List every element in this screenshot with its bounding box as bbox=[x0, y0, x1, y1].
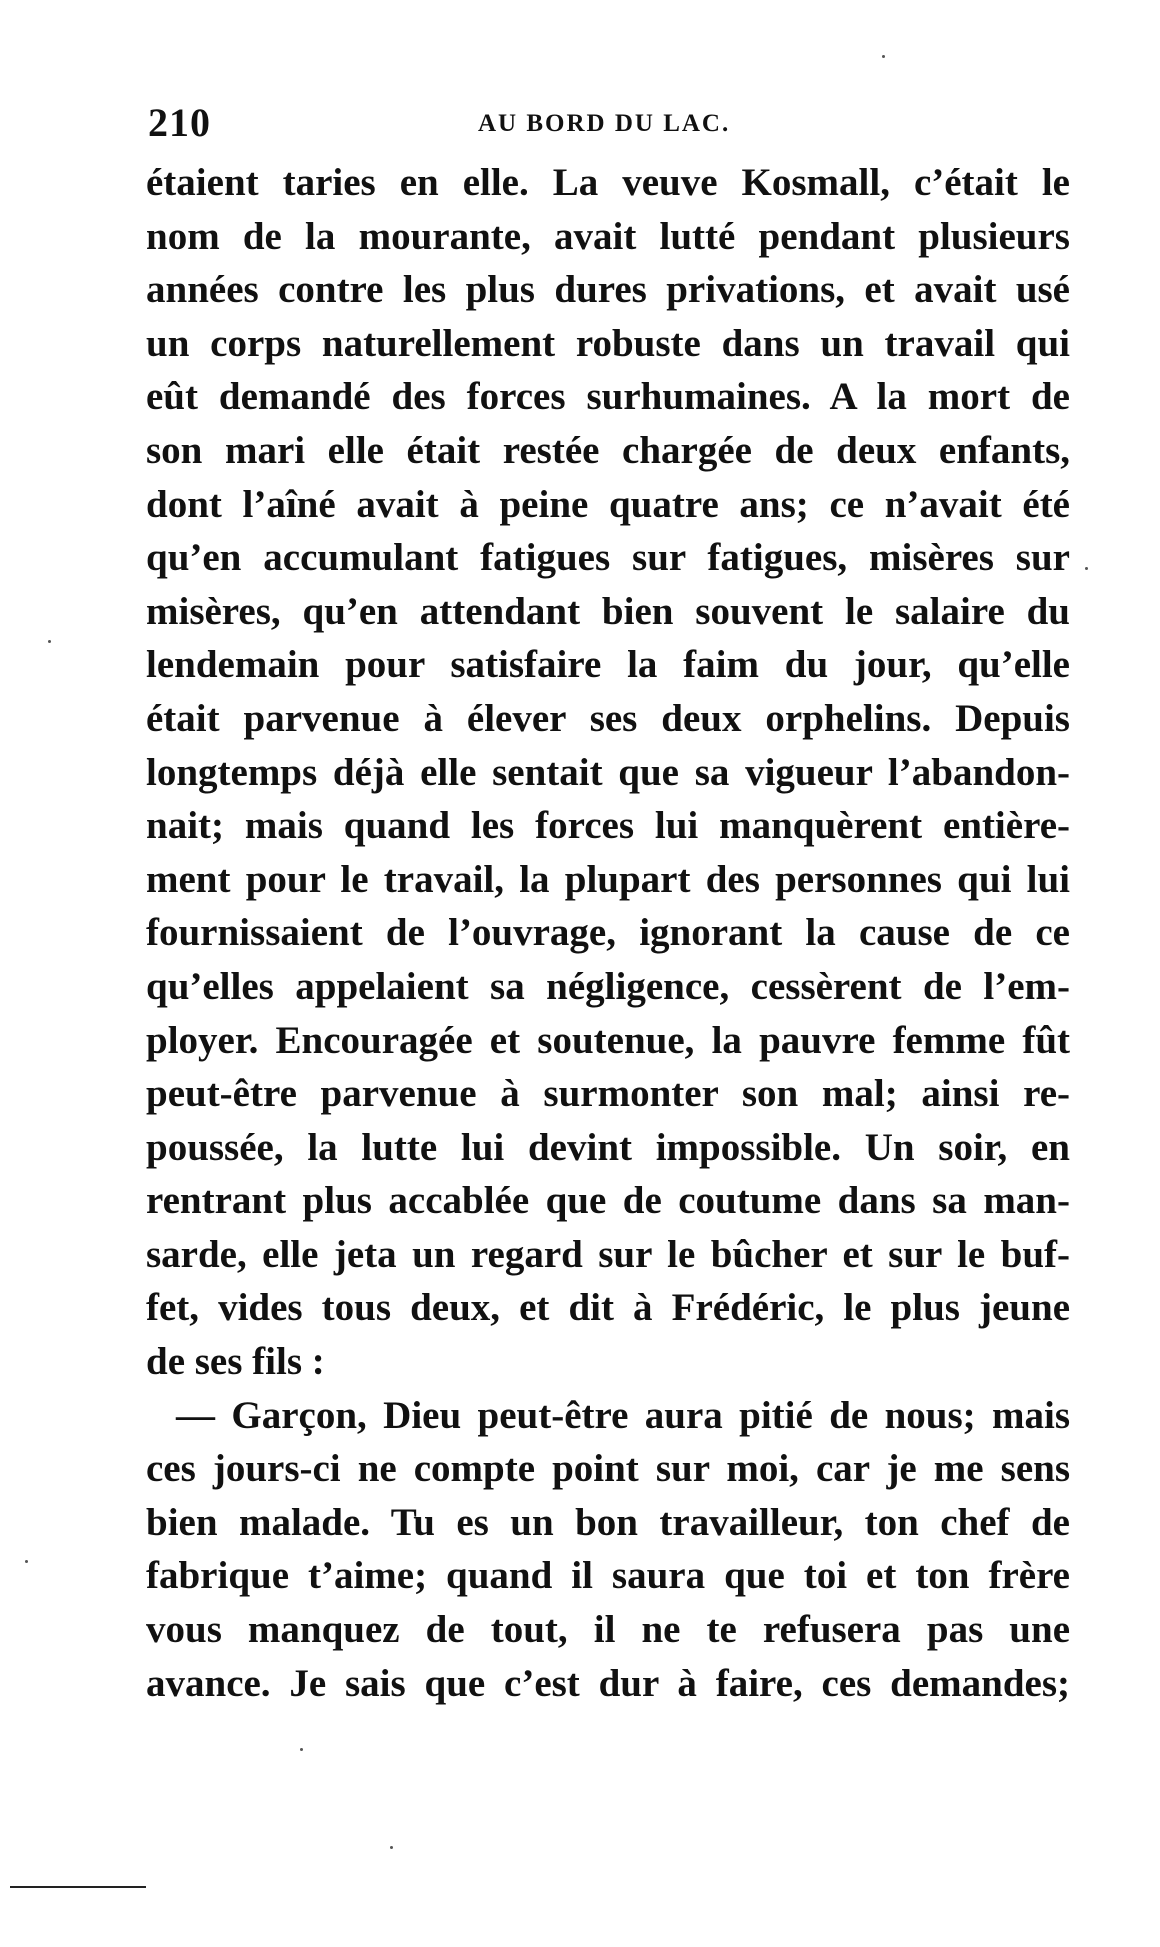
text-line: peut-être parvenue à surmonter son mal; ainsi re- bbox=[146, 1072, 1070, 1116]
print-speck bbox=[882, 55, 885, 58]
text-line: qu’en accumulant fatigues sur fatigues, misères sur bbox=[146, 536, 1070, 580]
text-line: lendemain pour satisfaire la faim du jour, qu’elle bbox=[146, 643, 1070, 687]
page-number: 210 bbox=[148, 100, 211, 145]
text-line: misères, qu’en attendant bien souvent le salaire du bbox=[146, 589, 1070, 633]
text-line: poussée, la lutte lui devint impossible. Un soir, en bbox=[146, 1125, 1070, 1169]
print-speck bbox=[48, 640, 51, 643]
text-line: de ses fils : bbox=[146, 1340, 325, 1384]
text-line: avance. Je sais que c’est dur à faire, ces demandes; bbox=[146, 1661, 1070, 1705]
footer-rule bbox=[10, 1886, 146, 1888]
text-line: fabrique t’aime; quand il saura que toi et ton frère bbox=[146, 1554, 1070, 1598]
text-line: étaient taries en elle. La veuve Kosmall, c’était le bbox=[146, 161, 1070, 204]
text-line: rentrant plus accablée que de coutume dans sa man- bbox=[146, 1179, 1070, 1223]
text-line: années contre les plus dures privations, et avait usé bbox=[146, 268, 1070, 312]
text-line: qu’elles appelaient sa négligence, cessèrent de l’em- bbox=[146, 964, 1070, 1008]
print-speck bbox=[1085, 567, 1088, 570]
text-line: ment pour le travail, la plupart des personnes qui lui bbox=[146, 857, 1070, 901]
text-line: fournissaient de l’ouvrage, ignorant la cause de ce bbox=[146, 911, 1070, 955]
text-line: un corps naturellement robuste dans un travail qui bbox=[146, 321, 1070, 365]
text-line: ployer. Encouragée et soutenue, la pauvre femme fût bbox=[146, 1018, 1070, 1062]
text-line: sarde, elle jeta un regard sur le bûcher et sur le buf- bbox=[146, 1232, 1070, 1276]
text-line: nom de la mourante, avait lutté pendant plusieurs bbox=[146, 214, 1070, 258]
body-text bbox=[146, 156, 1070, 1710]
dialogue-line: — Garçon, Dieu peut-être aura pitié de nous; mais bbox=[176, 1393, 1070, 1437]
text-line: longtemps déjà elle sentait que sa vigueur l’abandon- bbox=[146, 750, 1070, 794]
text-line: ces jours-ci ne compte point sur moi, car je me sens bbox=[146, 1447, 1070, 1491]
print-speck bbox=[300, 1748, 303, 1751]
text-line: nait; mais quand les forces lui manquèrent entière- bbox=[146, 804, 1070, 848]
text-line: dont l’aîné avait à peine quatre ans; ce n’avait été bbox=[146, 482, 1070, 526]
print-speck bbox=[390, 1846, 393, 1849]
print-speck bbox=[25, 1560, 28, 1563]
text-line: était parvenue à élever ses deux orphelins. Depuis bbox=[146, 696, 1070, 740]
text-line: eût demandé des forces surhumaines. A la mort de bbox=[146, 375, 1070, 419]
text-line: vous manquez de tout, il ne te refusera pas une bbox=[146, 1608, 1070, 1652]
text-line: fet, vides tous deux, et dit à Frédéric, le plus jeune bbox=[146, 1286, 1070, 1330]
text-line: son mari elle était restée chargée de deux enfants, bbox=[146, 428, 1070, 472]
text-line: bien malade. Tu es un bon travailleur, ton chef de bbox=[146, 1500, 1070, 1544]
page-header bbox=[148, 98, 1068, 148]
running-head: AU BORD DU LAC. bbox=[478, 110, 731, 137]
